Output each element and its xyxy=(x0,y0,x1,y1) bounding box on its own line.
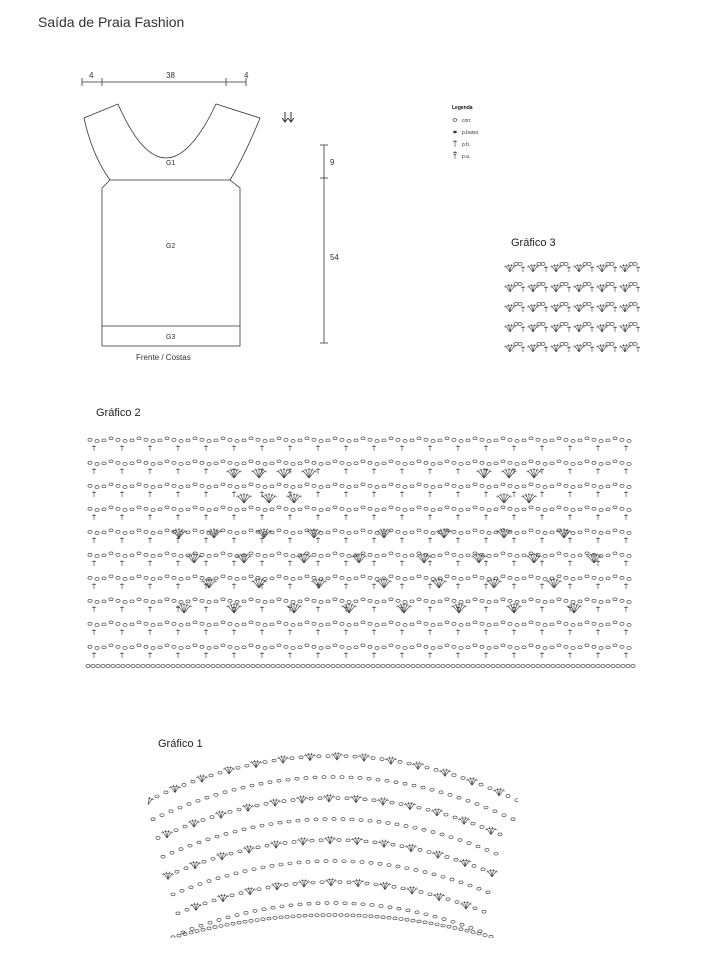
dim-top-center: 38 xyxy=(166,71,175,80)
legend xyxy=(448,100,528,162)
legend-title: Legenda xyxy=(452,105,473,111)
double-crochet-symbol-icon xyxy=(453,151,457,159)
garment-schematic xyxy=(70,60,300,370)
chart-title-g2: Gráfico 2 xyxy=(96,407,141,419)
legend-item-label: p.b. xyxy=(462,142,471,148)
page-title: Saída de Praia Fashion xyxy=(38,14,185,30)
chart-g3-pattern xyxy=(500,258,642,358)
chart-title-g3: Gráfico 3 xyxy=(511,237,556,249)
label-g1: G1 xyxy=(166,160,176,167)
single-crochet-symbol-icon xyxy=(453,140,457,147)
slip-stitch-symbol-icon xyxy=(453,131,457,134)
dim-right-upper: 9 xyxy=(330,158,335,167)
dim-right-lower: 54 xyxy=(330,253,339,262)
vertical-dimension xyxy=(310,140,350,350)
schematic-caption: Frente / Costas xyxy=(136,353,191,362)
legend-item-label: p.baixo. xyxy=(462,130,480,136)
dim-top-right: 4 xyxy=(244,71,249,80)
dim-top-left: 4 xyxy=(89,71,94,80)
label-g2: G2 xyxy=(166,243,176,250)
legend-item-label: corr. xyxy=(462,118,472,124)
double-arrow-icon xyxy=(282,112,294,122)
yoke-outline xyxy=(84,104,260,180)
legend-item-label: p.a. xyxy=(462,154,471,160)
chain-symbol-icon xyxy=(453,119,457,122)
chart-title-g1: Gráfico 1 xyxy=(158,738,203,750)
chart-g1-pattern xyxy=(148,748,518,938)
body-outline xyxy=(102,180,240,346)
label-g3: G3 xyxy=(166,334,176,341)
chart-g2-pattern xyxy=(84,428,644,672)
